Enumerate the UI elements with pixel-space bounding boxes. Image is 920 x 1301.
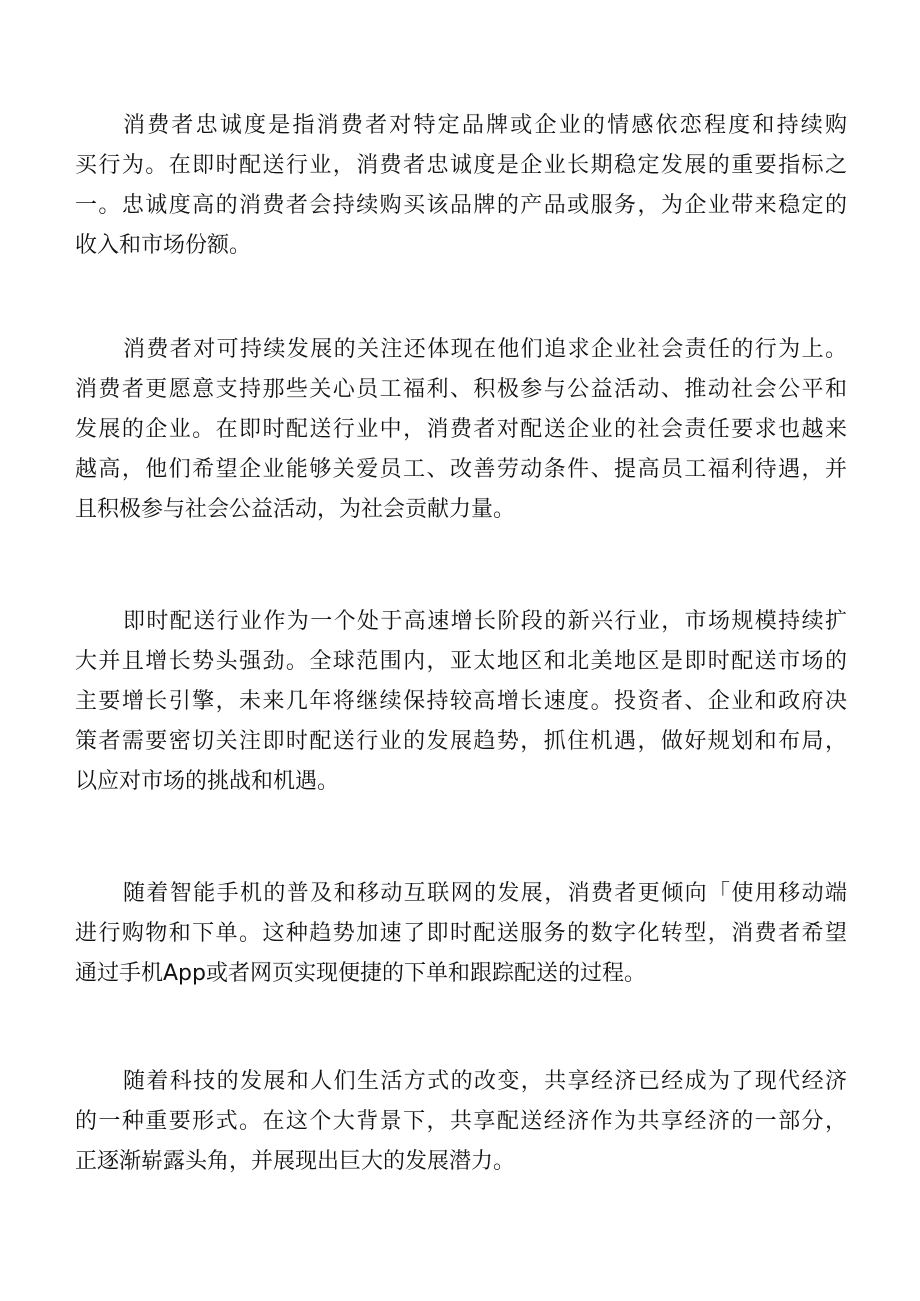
text-line: 越高，他们希望企业能够关爱员工、改善劳动条件、提高员工福利待遇，并 <box>75 457 847 482</box>
text-line: 主要增长引擎，未来几年将继续保持较高增长速度。投资者、企业和政府决 <box>75 689 847 714</box>
text-line: 大并且增长势头强劲。全球范围内，亚太地区和北美地区是即时配送市场的 <box>75 649 847 674</box>
text-line: 消费者忠诚度是指消费者对特定品牌或企业的情感依恋程度和持续购 <box>123 113 847 138</box>
text-line: 策者需要密切关注即时配送行业的发展趋势，抓住机遇，做好规划和布局， <box>75 729 847 754</box>
text-line: 一。忠诚度高的消费者会持续购买该品牌的产品或服务，为企业带来稳定的 <box>75 193 847 218</box>
text-line: 即时配送行业作为一个处于高速增长阶段的新兴行业，市场规模持续扩 <box>123 609 847 634</box>
text-line: 且积极参与社会公益活动，为社会贡献力量。 <box>75 497 516 522</box>
paragraph-mobile-ordering <box>75 874 847 994</box>
text-line: 买行为。在即时配送行业，消费者忠诚度是企业长期稳定发展的重要指标之 <box>75 153 847 178</box>
text-line: 消费者更愿意支持那些关心员工福利、积极参与公益活动、推动社会公平和 <box>75 377 847 402</box>
text-line: 的一种重要形式。在这个大背景下，共享配送经济作为共享经济的一部分， <box>75 1109 847 1134</box>
text-line: 发展的企业。在即时配送行业中，消费者对配送企业的社会责任要求也越来 <box>75 417 847 442</box>
text-line: 收入和市场份额。 <box>75 233 252 258</box>
paragraph-sharing-economy <box>75 1062 847 1182</box>
text-line: 消费者对可持续发展的关注还体现在他们追求企业社会责任的行为上。 <box>123 337 847 362</box>
text-line: 进行购物和下单。这种趋势加速了即时配送服务的数字化转型，消费者希望 <box>75 921 847 946</box>
text-line: 以应对市场的挑战和机遇。 <box>75 769 340 794</box>
text-line: 正逐渐崭露头角，并展现出巨大的发展潜力。 <box>75 1149 516 1174</box>
text-line: 通过手机App或者网页实现便捷的下单和跟踪配送的过程。 <box>75 961 646 986</box>
paragraph-market-growth <box>75 602 847 802</box>
text-line: 随着科技的发展和人们生活方式的改变，共享经济已经成为了现代经济 <box>123 1069 847 1094</box>
paragraph-social-responsibility <box>75 330 847 530</box>
text-line: 随着智能手机的普及和移动互联网的发展，消费者更倾向「使用移动端 <box>123 881 847 906</box>
paragraph-consumer-loyalty <box>75 106 847 266</box>
